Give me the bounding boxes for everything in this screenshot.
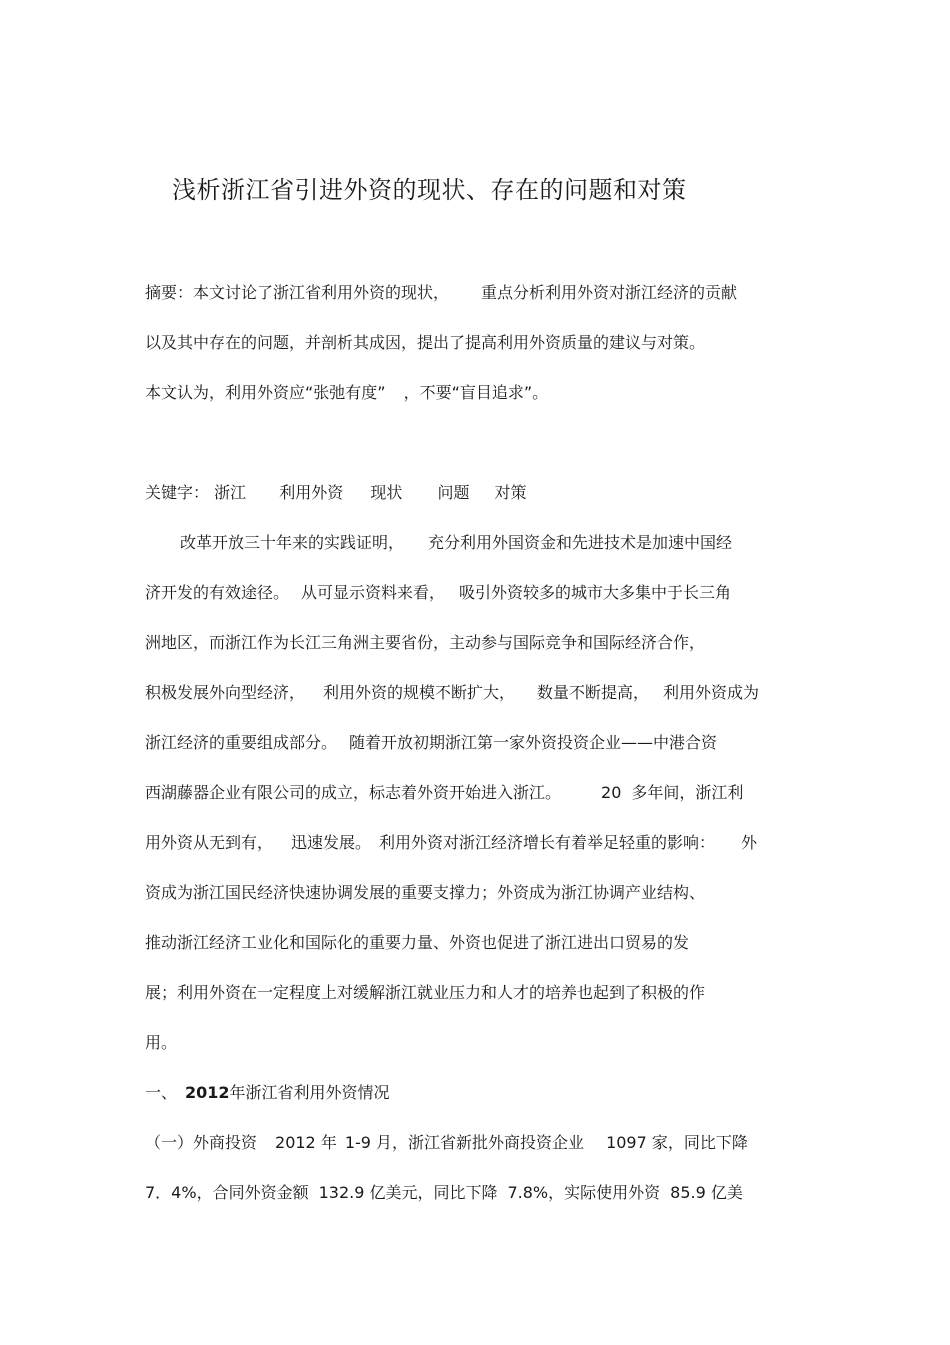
- abstract-text: ，不要“盲目追求”。: [403, 383, 549, 402]
- body-text: 利用外资对浙江经济增长有着举足轻重的影响：: [379, 833, 716, 852]
- keyword-item: 问题: [437, 483, 470, 502]
- section-heading: [145, 1082, 390, 1104]
- body-text: 利用外资成为: [663, 683, 760, 702]
- body-text: 浙江经济的重要组成部分。: [145, 733, 338, 752]
- body-line: [145, 582, 731, 604]
- body-text: 展；利用外资在一定程度上对缓解浙江就业压力和人才的培养也起到了积极的作: [145, 983, 706, 1002]
- abstract-line-1: [145, 282, 737, 304]
- body-line: [145, 882, 705, 904]
- keyword-item: 现状: [370, 483, 403, 502]
- body-text: 外: [741, 833, 758, 852]
- abstract-text: 以及其中存在的问题，并剖析其成因，提出了提高利用外资质量的建议与对策。: [145, 333, 706, 352]
- body-text: 2012 年: [275, 1133, 337, 1152]
- body-text: 用外资从无到有，: [145, 833, 274, 852]
- body-text: 85.9 亿美: [670, 1183, 743, 1202]
- section-year: 2012: [185, 1083, 230, 1102]
- abstract-text: 摘要：本文讨论了浙江省利用外资的现状，: [145, 283, 450, 302]
- body-line: [145, 782, 743, 804]
- body-text: 数量不断提高，: [537, 683, 650, 702]
- body-text: 迅速发展。: [291, 833, 372, 852]
- body-line: [145, 832, 757, 854]
- body-text: 7．4%，合同外资金额: [145, 1183, 309, 1202]
- body-line: [180, 532, 732, 554]
- body-line: [145, 932, 689, 954]
- body-text: 20: [601, 783, 622, 802]
- abstract-text: 本文认为，利用外资应“张弛有度”: [145, 383, 386, 402]
- body-line: [145, 682, 759, 704]
- body-text: 7.8%，实际使用外资: [507, 1183, 661, 1202]
- body-text: 积极发展外向型经济，: [145, 683, 306, 702]
- body-text: 多年间，浙江利: [631, 783, 744, 802]
- body-text: 西湖藤器企业有限公司的成立，标志着外资开始进入浙江。: [145, 783, 562, 802]
- body-text: 1-9 月，浙江省新批外商投资企业: [344, 1133, 585, 1152]
- body-text: 改革开放三十年来的实践证明，: [180, 533, 405, 552]
- body-text: 用。: [145, 1033, 178, 1052]
- page-title: 浅析浙江省引进外资的现状、存在的问题和对策: [172, 176, 687, 204]
- body-text: 推动浙江经济工业化和国际化的重要力量、外资也促进了浙江进出口贸易的发: [145, 933, 690, 952]
- body-line: [145, 732, 717, 754]
- body-line: [145, 1032, 177, 1054]
- section-prefix: 一、: [145, 1083, 178, 1102]
- body-text: 资成为浙江国民经济快速协调发展的重要支撑力；外资成为浙江协调产业结构、: [145, 883, 706, 902]
- body-line: [145, 982, 705, 1004]
- body-text: （一）外商投资: [145, 1133, 258, 1152]
- section-title: 年浙江省利用外资情况: [229, 1083, 390, 1102]
- keywords-line: [145, 482, 527, 504]
- body-text: 利用外资的规模不断扩大，: [323, 683, 516, 702]
- body-text: 充分利用外国资金和先进技术是加速中国经: [428, 533, 733, 552]
- body-text: 吸引外资较多的城市大多集中于长三角: [459, 583, 732, 602]
- keyword-item: 利用外资: [279, 483, 344, 502]
- subsection-line: [145, 1132, 748, 1154]
- body-text: 132.9 亿美元，同比下降: [318, 1183, 498, 1202]
- body-line: [145, 632, 705, 654]
- abstract-line-2: [145, 332, 705, 354]
- abstract-text: 重点分析利用外资对浙江经济的贡献: [481, 283, 738, 302]
- body-text: 济开发的有效途径。: [145, 583, 290, 602]
- keywords-label: 关键字：: [145, 483, 210, 502]
- subsection-line: [145, 1182, 743, 1204]
- keyword-item: 对策: [494, 483, 527, 502]
- body-text: 洲地区，而浙江作为长江三角洲主要省份，主动参与国际竞争和国际经济合作，: [145, 633, 706, 652]
- body-text: 随着开放初期浙江第一家外资投资企业——中港合资: [349, 733, 718, 752]
- body-text: 1097 家，同比下降: [606, 1133, 748, 1152]
- keyword-item: 浙江: [214, 483, 247, 502]
- abstract-line-3: [145, 382, 548, 404]
- body-text: 从可显示资料来看，: [301, 583, 446, 602]
